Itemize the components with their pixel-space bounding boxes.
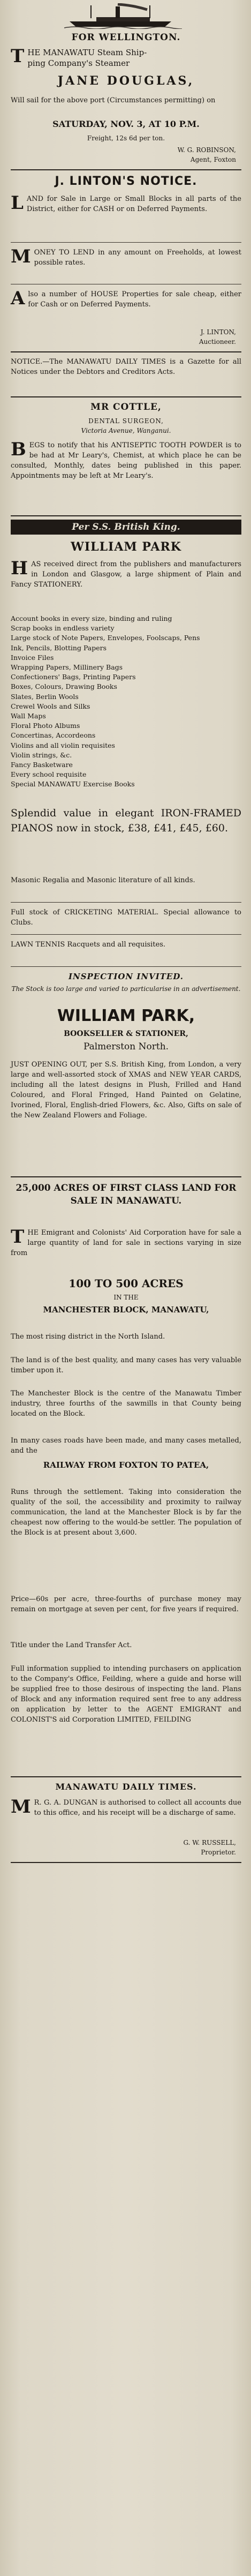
land-p5: Runs through the settlement. Taking into consideration the quality of the soil, the accessibility and proximity to railway communication, the land at the Manchester Block is by far the cheapest now offering to the would-be settler. The population of the Block is at present about 3,600. — [11, 1488, 241, 1537]
divider — [11, 1176, 241, 1177]
linton-land — [11, 194, 241, 214]
list-item: Ink, Pencils, Blotting Papers — [11, 643, 107, 652]
park-intro-text: AS received direct from the publishers and manufacturers in London and Glasgow, a large shipment of Plain and Fancy STATIONERY. — [11, 560, 241, 589]
park-banner: Per S.S. British King. — [11, 520, 241, 535]
land-p8: Full information supplied to intending purchasers on application to the Company's Office, Feilding, where a guide and horse will be supplied free to those desirous of inspecting the land. Plans of Block and any information required sent free to any address on application by letter to the AGENT EMIGRANT and COLONIST'S aid Corporation LIMITED, FEILDING — [11, 1665, 241, 1724]
park-cricket: Full stock of CRICKETING MATERIAL. Special allowance to Clubs. — [11, 908, 241, 927]
park-pianos: Splendid value in elegant IRON-FRAMED PIANOS now in stock, £38, £41, £45, £60. — [11, 807, 241, 834]
linton-house-text: lso a number of HOUSE Properties for sale cheap, either for Cash or on Deferred Payments. — [28, 290, 241, 309]
ship-ad-line1: HE MANAWATU Steam Ship- — [27, 48, 147, 57]
list-item: Floral Photo Albums — [11, 722, 80, 730]
land-intro — [11, 1228, 241, 1258]
list-item: Wrapping Papers, Millinery Bags — [11, 663, 123, 672]
list-item: Large stock of Note Papers, Envelopes, Foolscaps, Pens — [11, 634, 200, 642]
list-item: Boxes, Colours, Drawing Books — [11, 682, 117, 691]
land-p7: Title under the Land Transfer Act. — [11, 1641, 132, 1649]
linton-house — [11, 289, 241, 310]
list-item: Slates, Berlin Wools — [11, 692, 79, 701]
land-p6: Price—60s per acre, three-fourths of purchase money may remain on mortgage at seven per cent, for five years if required. — [11, 1595, 241, 1613]
park-opening: JUST OPENING OUT, per S.S. British King, from London, a very large and well-assorted stock of XMAS and NEW YEAR CARDS, including all the latest designs in Plush, Frilled and Hand Coloured, and Floral Fringed, Hand Painted on Gelatine, Ivorined, Floral, English-dried Flowers, &c. Also, Gifts on sale of the New Zealand Flowers and Foliage. — [11, 1061, 241, 1120]
divider — [11, 396, 241, 397]
times-sig-title: Proprietor. — [201, 1849, 236, 1856]
cottle-name: MR COTTLE, — [90, 402, 162, 412]
linton-sig: J. LINTON, — [200, 328, 236, 336]
times-title: MANAWATU DAILY TIMES. — [55, 1782, 197, 1792]
divider — [11, 1862, 241, 1863]
list-item: Confectioners' Bags, Printing Papers — [11, 673, 136, 681]
drop-cap: T — [11, 1226, 25, 1248]
cottle-place: Victoria Avenue, Wanganui. — [81, 427, 171, 434]
divider — [11, 515, 241, 516]
divider — [11, 902, 241, 903]
linton-money — [11, 247, 241, 268]
land-p2: The land is of the best quality, and many cases has very valuable timber upon it. — [11, 1356, 241, 1375]
land-p3: The Manchester Block is the centre of the Manawatu Timber industry, three fourths of the sawmills in that County being located on the Block. — [11, 1390, 241, 1418]
agent-name: W. G. ROBINSON, — [177, 146, 236, 154]
land-p1: The most rising district in the North Island. — [11, 1333, 165, 1341]
list-item: Concertinas, Accordeons — [11, 731, 96, 740]
list-item: Violins and all violin requisites — [11, 741, 115, 749]
linton-title: J. LINTON'S NOTICE. — [55, 175, 197, 188]
drop-cap: M — [11, 1796, 31, 1818]
linton-sig-title: Auctioneer. — [199, 338, 236, 346]
park-inspection-note: The Stock is too large and varied to particularise in an advertisement. — [11, 985, 241, 993]
ship-ad-header: FOR WELLINGTON. — [71, 32, 181, 43]
land-range: 100 TO 500 ACRES — [69, 1277, 184, 1290]
ship-ad-body: Will sail for the above port (Circumstances permitting) on — [11, 96, 216, 104]
land-headline: 25,000 ACRES OF FIRST CLASS LAND FOR SALE IN MANAWATU. — [16, 1183, 237, 1206]
gazette-notice: NOTICE.—The MANAWATU DAILY TIMES is a Gazette for all Notices under the Debtors and Creditors Acts. — [11, 358, 241, 376]
vessel-name: JANE DOUGLAS, — [57, 74, 195, 88]
park-inspection: INSPECTION INVITED. — [68, 972, 184, 981]
park-town: Palmerston North. — [83, 1041, 169, 1052]
divider — [11, 966, 241, 967]
list-item: Violin strings, &c. — [11, 750, 72, 759]
steamship-illustration — [64, 3, 182, 29]
park-name: WILLIAM PARK — [71, 540, 181, 554]
agent-place: Agent, Foxton — [190, 156, 236, 163]
list-item: Every school requisite — [11, 770, 87, 779]
drop-cap: B — [11, 439, 26, 460]
list-item: Invoice Files — [11, 653, 54, 662]
park-tennis: LAWN TENNIS Racquets and all requisites. — [11, 941, 166, 949]
ship-ad-line2: ping Company's Steamer — [27, 58, 130, 68]
freight-rate: Freight, 12s 6d per ton. — [87, 134, 165, 142]
linton-money-text: ONEY TO LEND in any amount on Freeholds, at lowest possible rates. — [34, 249, 241, 267]
divider — [11, 351, 241, 352]
land-p4: In many cases roads have been made, and many cases metalled, and the — [11, 1437, 241, 1455]
divider — [11, 1776, 241, 1777]
list-item: Special MANAWATU Exercise Books — [11, 780, 135, 788]
divider — [11, 242, 241, 243]
land-intro-text: HE Emigrant and Colonists' Aid Corporation have for sale a large quantity of land for sale in sections varying in size from — [11, 1229, 241, 1257]
park-name-big: WILLIAM PARK, — [57, 1007, 195, 1025]
ship-ad-intro — [11, 47, 241, 69]
list-item: Fancy Basketware — [11, 761, 73, 769]
divider — [11, 934, 241, 935]
land-railway: RAILWAY FROM FOXTON TO PATEA, — [43, 1460, 209, 1470]
cottle-body-text: EGS to notify that his ANTISEPTIC TOOTH POWDER is to be had at Mr Leary's, Chemist, at which place he can be consulted, Monthly, dates being published in this paper. Appointments may be left at Mr Leary's. — [11, 441, 241, 480]
drop-cap: M — [11, 246, 31, 267]
list-item: Crewel Wools and Silks — [11, 702, 90, 710]
sailing-date: SATURDAY, NOV. 3, AT 10 P.M. — [52, 119, 200, 129]
drop-cap: L — [11, 192, 24, 214]
cottle-body — [11, 440, 241, 481]
list-item: Scrap books in endless variety — [11, 624, 115, 633]
list-item: Wall Maps — [11, 712, 46, 720]
linton-land-text: AND for Sale in Large or Small Blocks in all parts of the District, either for CASH or on Deferred Payments. — [26, 195, 241, 213]
land-block: MANCHESTER BLOCK, MANAWATU, — [43, 1305, 209, 1315]
drop-cap: T — [11, 46, 25, 67]
park-masonic: Masonic Regalia and Masonic literature of all kinds. — [11, 876, 195, 884]
times-sig: G. W. RUSSELL, — [183, 1839, 236, 1846]
divider — [11, 169, 241, 170]
list-item: Account books in every size, binding and ruling — [11, 614, 172, 622]
drop-cap: A — [11, 288, 25, 309]
drop-cap: H — [11, 558, 28, 579]
park-subtitle: BOOKSELLER & STATIONER, — [64, 1030, 188, 1038]
cottle-line: DENTAL SURGEON, — [88, 417, 164, 425]
park-intro — [11, 559, 241, 590]
land-in: IN THE — [113, 1294, 139, 1301]
park-items-list — [11, 614, 241, 790]
times-body — [11, 1798, 241, 1818]
times-body-text: R. G. A. DUNGAN is authorised to collect all accounts due to this office, and his receipt will be a discharge of same. — [34, 1799, 241, 1817]
